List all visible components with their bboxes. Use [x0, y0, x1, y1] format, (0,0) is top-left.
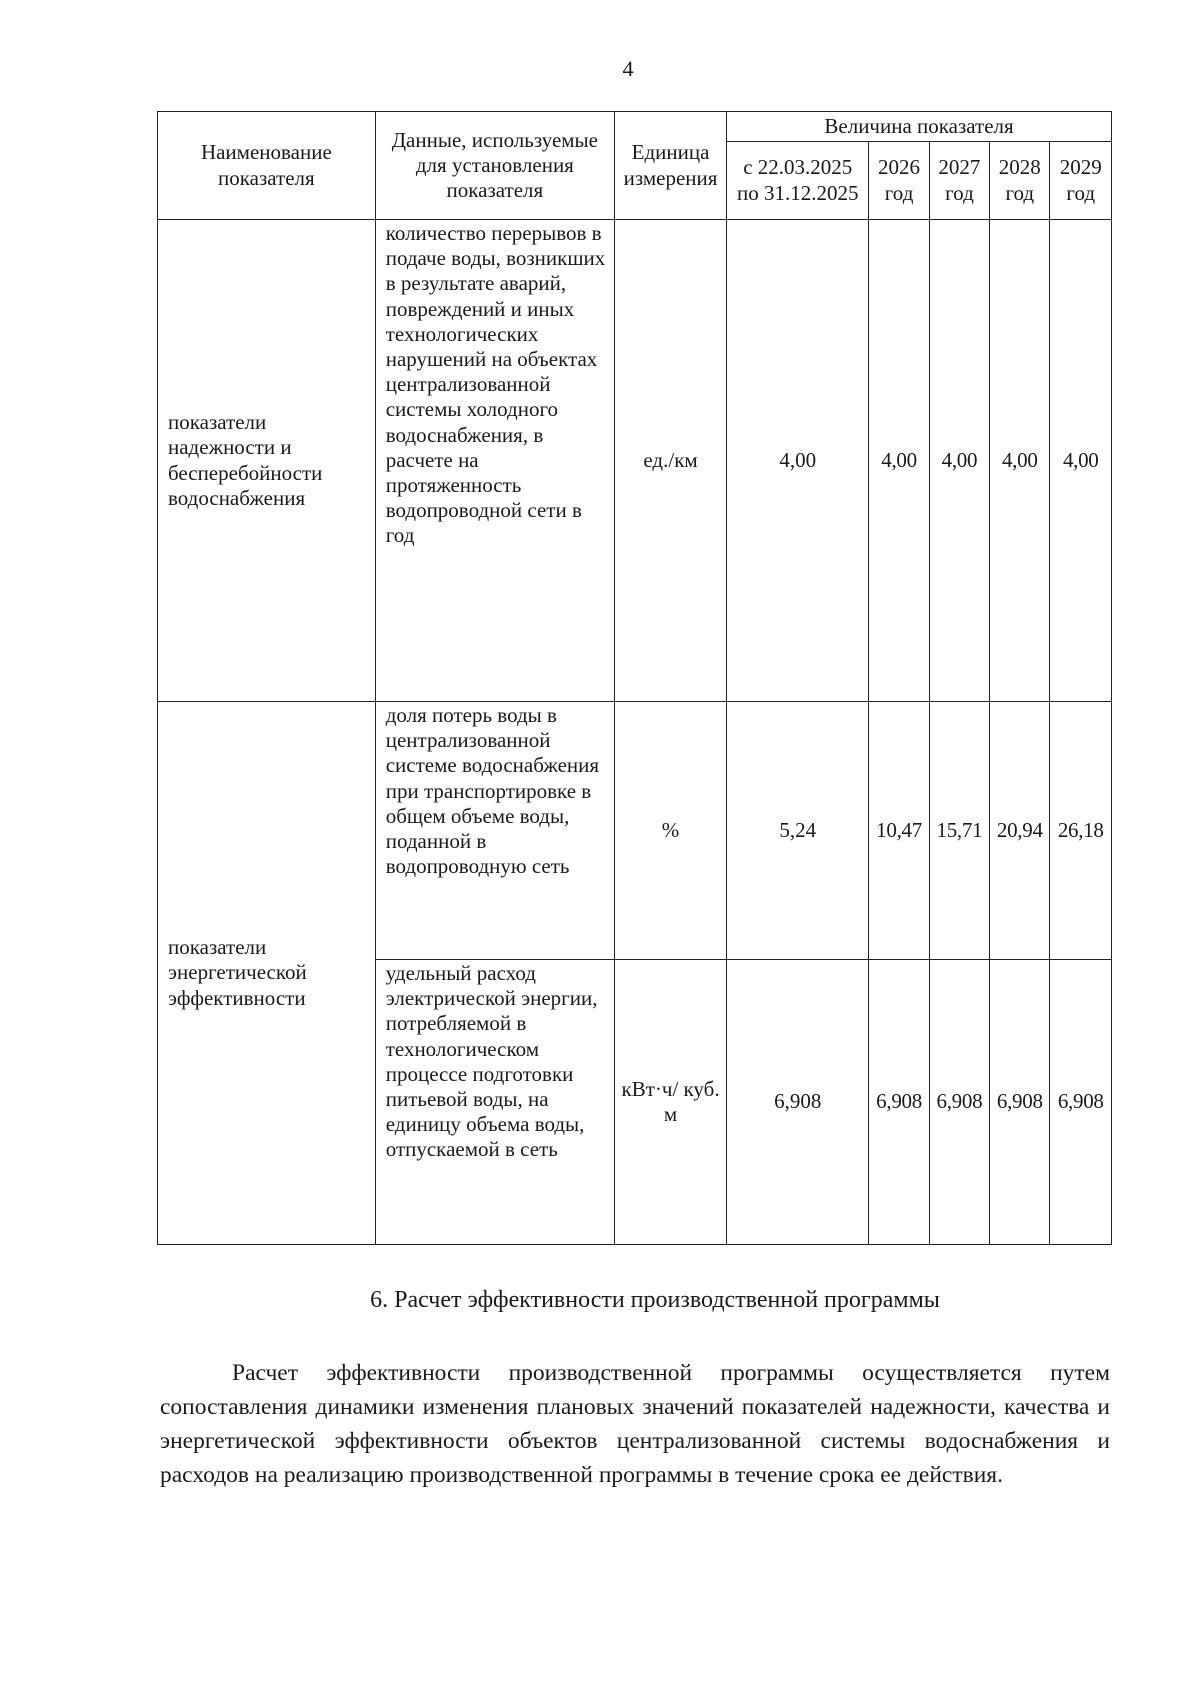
- row-period-1: 6,908: [727, 960, 869, 1245]
- row-2029: 26,18: [1050, 702, 1112, 960]
- indicators-table: [157, 111, 1112, 1245]
- row-data: доля потерь воды в централизованной системе водоснабжения при транспортировке в общем объеме воды, поданной в водопроводную сеть: [375, 702, 614, 960]
- row-2026: 10,47: [869, 702, 929, 960]
- row-2029: 6,908: [1050, 960, 1112, 1245]
- row-unit: ед./км: [615, 220, 727, 702]
- header-period-1: с 22.03.2025 по 31.12.2025: [727, 142, 869, 220]
- header-value-group: Величина показателя: [727, 112, 1112, 142]
- header-data: Данные, используемые для установления показателя: [375, 112, 614, 220]
- row-2028: 20,94: [990, 702, 1050, 960]
- header-name: Наименование показателя: [158, 112, 376, 220]
- row-2026: 6,908: [869, 960, 929, 1245]
- row-2027: 6,908: [929, 960, 989, 1245]
- row-2027: 15,71: [929, 702, 989, 960]
- row-name: показатели энергетической эффективности: [158, 702, 376, 1245]
- row-data: удельный расход электрической энергии, потребляемой в технологическом процессе подготовки питьевой воды, на единицу объема воды, отпускаемой в сеть: [375, 960, 614, 1245]
- row-name: показатели надежности и бесперебойности водоснабжения: [158, 220, 376, 702]
- section-heading: 6. Расчет эффективности производственной программы: [370, 1287, 940, 1313]
- row-period-1: 4,00: [727, 220, 869, 702]
- page-number: 4: [622, 56, 634, 81]
- table-row: [158, 220, 1112, 702]
- section-paragraph: Расчет эффективности производственной программы осуществляется путем сопоставления динамики изменения плановых значений показателей надежности, качества и энергетической эффективности объектов централизованной системы водоснабжения и расходов на реализацию производственной программы в течение срока ее действия.: [160, 1360, 1110, 1488]
- row-2028: 6,908: [990, 960, 1050, 1245]
- row-period-1: 5,24: [727, 702, 869, 960]
- row-2027: 4,00: [929, 220, 989, 702]
- header-year-2027: 2027 год: [929, 142, 989, 220]
- header-year-2028: 2028 год: [990, 142, 1050, 220]
- row-data: количество перерывов в подаче воды, возникших в результате аварий, повреждений и иных технологических нарушений на объектах централизованной системы холодного водоснабжения, в расчете на протяженность водопроводной сети в год: [375, 220, 614, 702]
- header-row-1: [158, 112, 1112, 142]
- row-2026: 4,00: [869, 220, 929, 702]
- header-unit: Единица измерения: [615, 112, 727, 220]
- row-unit: %: [615, 702, 727, 960]
- header-year-2026: 2026 год: [869, 142, 929, 220]
- row-unit: кВт·ч/ куб. м: [615, 960, 727, 1245]
- table-row: [158, 702, 1112, 960]
- header-year-2029: 2029 год: [1050, 142, 1112, 220]
- row-2029: 4,00: [1050, 220, 1112, 702]
- row-2028: 4,00: [990, 220, 1050, 702]
